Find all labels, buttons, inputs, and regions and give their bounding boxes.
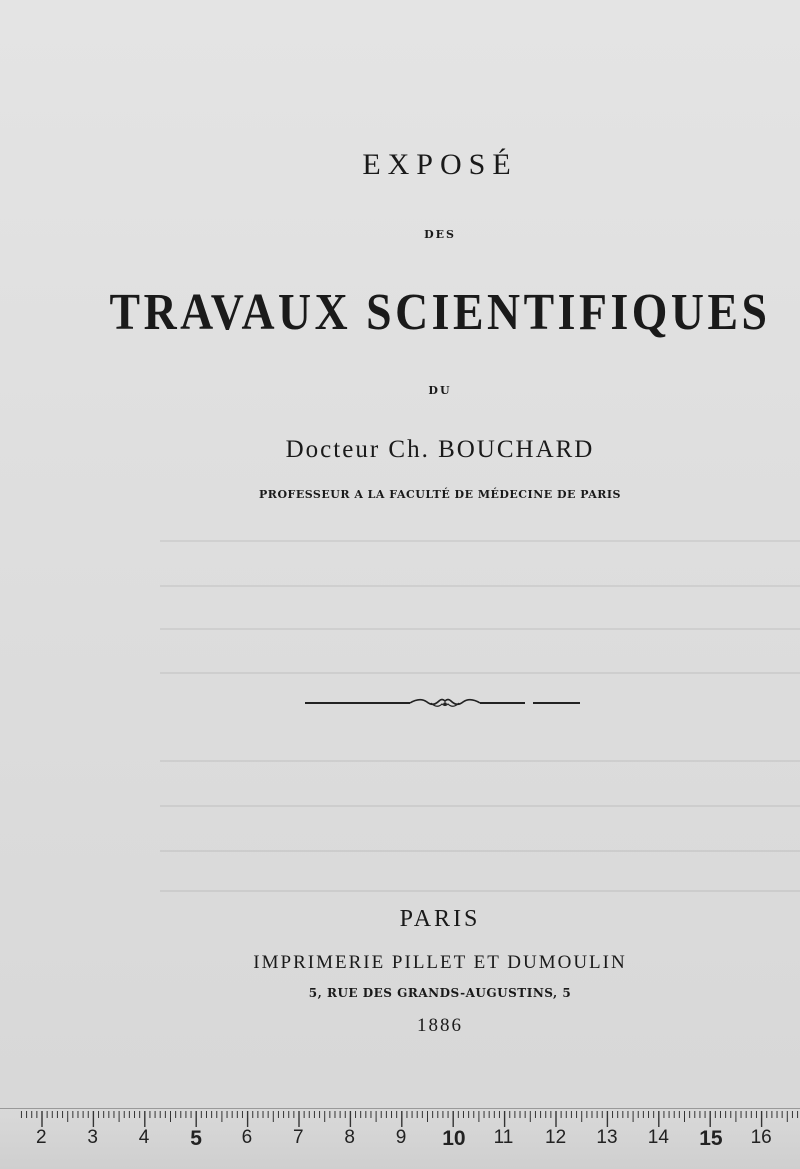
ruler-label: 15 — [699, 1127, 723, 1150]
printer-address: 5, RUE DES GRANDS-AUGUSTINS, 5 — [308, 986, 572, 1000]
ruler-label: 2 — [36, 1127, 47, 1148]
bleed-through-line — [160, 585, 800, 587]
ruler-label: 6 — [241, 1127, 253, 1148]
bleed-through-line — [160, 890, 800, 892]
ruler-label: 12 — [545, 1127, 567, 1148]
heading-expose: EXPOSÉ — [362, 148, 518, 181]
bleed-through-line — [160, 672, 800, 674]
ruler-label: 16 — [750, 1127, 772, 1148]
bleed-through-line — [160, 628, 800, 630]
author-title: PROFESSEUR A LA FACULTÉ DE MÉDECINE DE PARIS — [259, 488, 621, 501]
ruler-label: 9 — [395, 1127, 407, 1148]
ruler-label: 7 — [293, 1127, 304, 1148]
publication-year: 1886 — [417, 1015, 463, 1036]
ruler-label: 13 — [596, 1127, 618, 1148]
bleed-through-line — [160, 760, 800, 762]
ruler-label: 8 — [344, 1127, 355, 1148]
ornament-divider-icon — [305, 693, 580, 713]
main-title: TRAVAUX SCIENTIFIQUES — [109, 284, 771, 341]
heading-du: DU — [428, 384, 452, 397]
ruler-label: 5 — [190, 1127, 202, 1150]
ruler-label: 10 — [442, 1127, 466, 1150]
ruler-label: 11 — [493, 1127, 514, 1148]
author-name: Docteur Ch. BOUCHARD — [285, 436, 595, 463]
publication-city: PARIS — [399, 906, 481, 932]
ruler-label: 4 — [138, 1127, 150, 1148]
ruler-label: 14 — [647, 1127, 669, 1148]
ruler-label: 3 — [87, 1127, 98, 1148]
heading-des: DES — [424, 228, 456, 241]
bleed-through-line — [160, 850, 800, 852]
bleed-through-line — [160, 540, 800, 542]
printer-name: IMPRIMERIE PILLET ET DUMOULIN — [253, 952, 627, 973]
bleed-through-line — [160, 805, 800, 807]
